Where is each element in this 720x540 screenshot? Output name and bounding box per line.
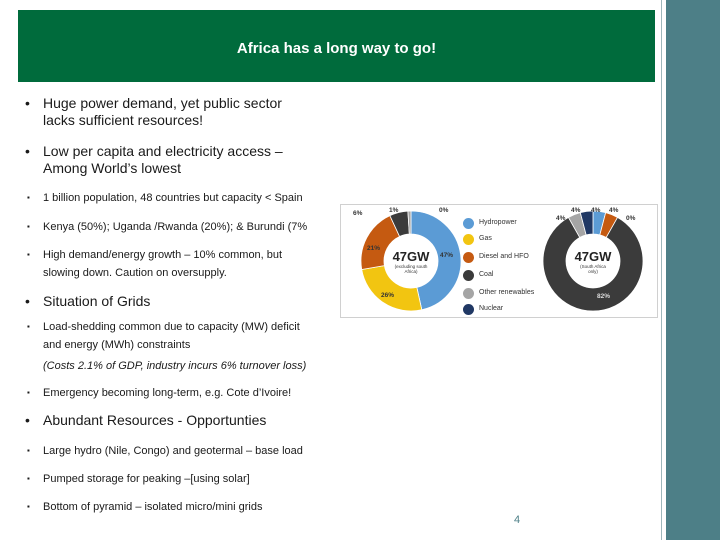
chart1-center-sub-line1: (excluding south — [394, 264, 428, 269]
bullet-marker: • — [25, 143, 30, 159]
chart2-label-nuclear: 4% — [609, 207, 619, 214]
chart2-label-coal: 82% — [597, 293, 611, 300]
chart1-center-label: 47GW — [392, 249, 430, 264]
sub-bullet-marker: ▪ — [27, 250, 30, 259]
sub-bullet-marker: ▪ — [27, 388, 30, 397]
sub-bullet-marker: ▪ — [27, 322, 30, 331]
bullet-text: Abundant Resources - Opportunties — [43, 412, 267, 428]
cost-note: (Costs 2.1% of GDP, industry incurs 6% turnover loss) — [43, 360, 307, 372]
legend-dot — [463, 234, 474, 245]
chart1-label-coal: 6% — [353, 210, 363, 217]
sub-bullet-text: Pumped storage for peaking –[using solar] — [43, 473, 250, 485]
legend-dot — [463, 304, 474, 315]
chart1-label-diesel: 21% — [367, 245, 381, 252]
bullet-marker: • — [25, 95, 30, 111]
chart1-label-gas: 26% — [381, 292, 395, 299]
chart1-center-sub-line2: Africa) — [404, 269, 418, 274]
sub-bullet-marker: ▪ — [27, 222, 30, 231]
generation-mix-charts — [340, 204, 658, 318]
bullet-text-line1: Huge power demand, yet public sector — [43, 95, 282, 111]
sub-bullet-marker: ▪ — [27, 193, 30, 202]
legend-label: Hydropower — [479, 219, 517, 226]
legend-dot — [463, 270, 474, 281]
sub-bullet-text-line2: and energy (MWh) constraints — [43, 339, 191, 351]
title-banner — [18, 10, 655, 82]
sub-bullet-text-line1: Load-shedding common due to capacity (MW) deficit — [43, 321, 300, 333]
bullet-marker: • — [25, 412, 30, 428]
chart2-center-sub-line2: only) — [588, 269, 598, 274]
legend-label: Nuclear — [479, 305, 504, 312]
legend-label: Gas — [479, 235, 492, 242]
legend-label: Coal — [479, 271, 494, 278]
chart1-center — [385, 249, 437, 274]
bullet-text: Situation of Grids — [43, 293, 151, 309]
slide-title: Africa has a long way to go! — [236, 40, 437, 57]
sub-bullet-text: 1 billion population, 48 countries but capacity < Spain — [43, 192, 303, 204]
chart1-label-nuclear: 0% — [439, 207, 449, 214]
sub-bullet-marker: ▪ — [27, 446, 30, 455]
chart2-label-diesel: 4% — [571, 207, 581, 214]
bullet-text-line1: Low per capita and electricity access – — [43, 143, 283, 159]
sub-bullet-text: Bottom of pyramid – isolated micro/mini grids — [43, 501, 263, 513]
sub-bullet-text: Kenya (50%); Uganda /Rwanda (20%); & Burundi (7% — [43, 221, 308, 233]
legend-dot — [463, 252, 474, 263]
chart1-label-hydro: 47% — [440, 252, 454, 259]
bullet-text-line2: Among World’s lowest — [43, 160, 181, 176]
chart2-center-sub-line1: (South Africa — [580, 264, 606, 269]
sub-bullet-marker: ▪ — [27, 474, 30, 483]
sub-bullet-text: Emergency becoming long-term, e.g. Cote d’Ivoire! — [43, 387, 292, 399]
chart2-label-gas: 0% — [626, 215, 636, 222]
chart2-label-other-renewables: 4% — [556, 215, 566, 222]
bullet-text-line2: lacks sufficient resources! — [43, 112, 204, 128]
chart2-center — [567, 249, 619, 274]
page-number: 4 — [514, 514, 521, 526]
legend-label: Other renewables — [479, 289, 535, 296]
sub-bullet-text-line1: High demand/energy growth – 10% common, but — [43, 249, 283, 261]
chart2-label-hydro: 4% — [591, 207, 601, 214]
right-divider-line — [661, 0, 662, 540]
legend-label: Diesel and HFO — [479, 253, 529, 260]
sub-bullet-marker: ▪ — [27, 502, 30, 511]
sub-bullet-text-line2: slowing down. Caution on oversupply. — [43, 267, 227, 279]
legend-dot — [463, 288, 474, 299]
sub-bullet-text: Large hydro (Nile, Congo) and geotermal – base load — [43, 445, 303, 457]
chart2-center-label: 47GW — [574, 249, 612, 264]
bullet-marker: • — [25, 293, 30, 309]
legend-dot — [463, 218, 474, 229]
chart1-label-other-renewables: 1% — [389, 207, 399, 214]
right-accent-bar — [666, 0, 720, 540]
